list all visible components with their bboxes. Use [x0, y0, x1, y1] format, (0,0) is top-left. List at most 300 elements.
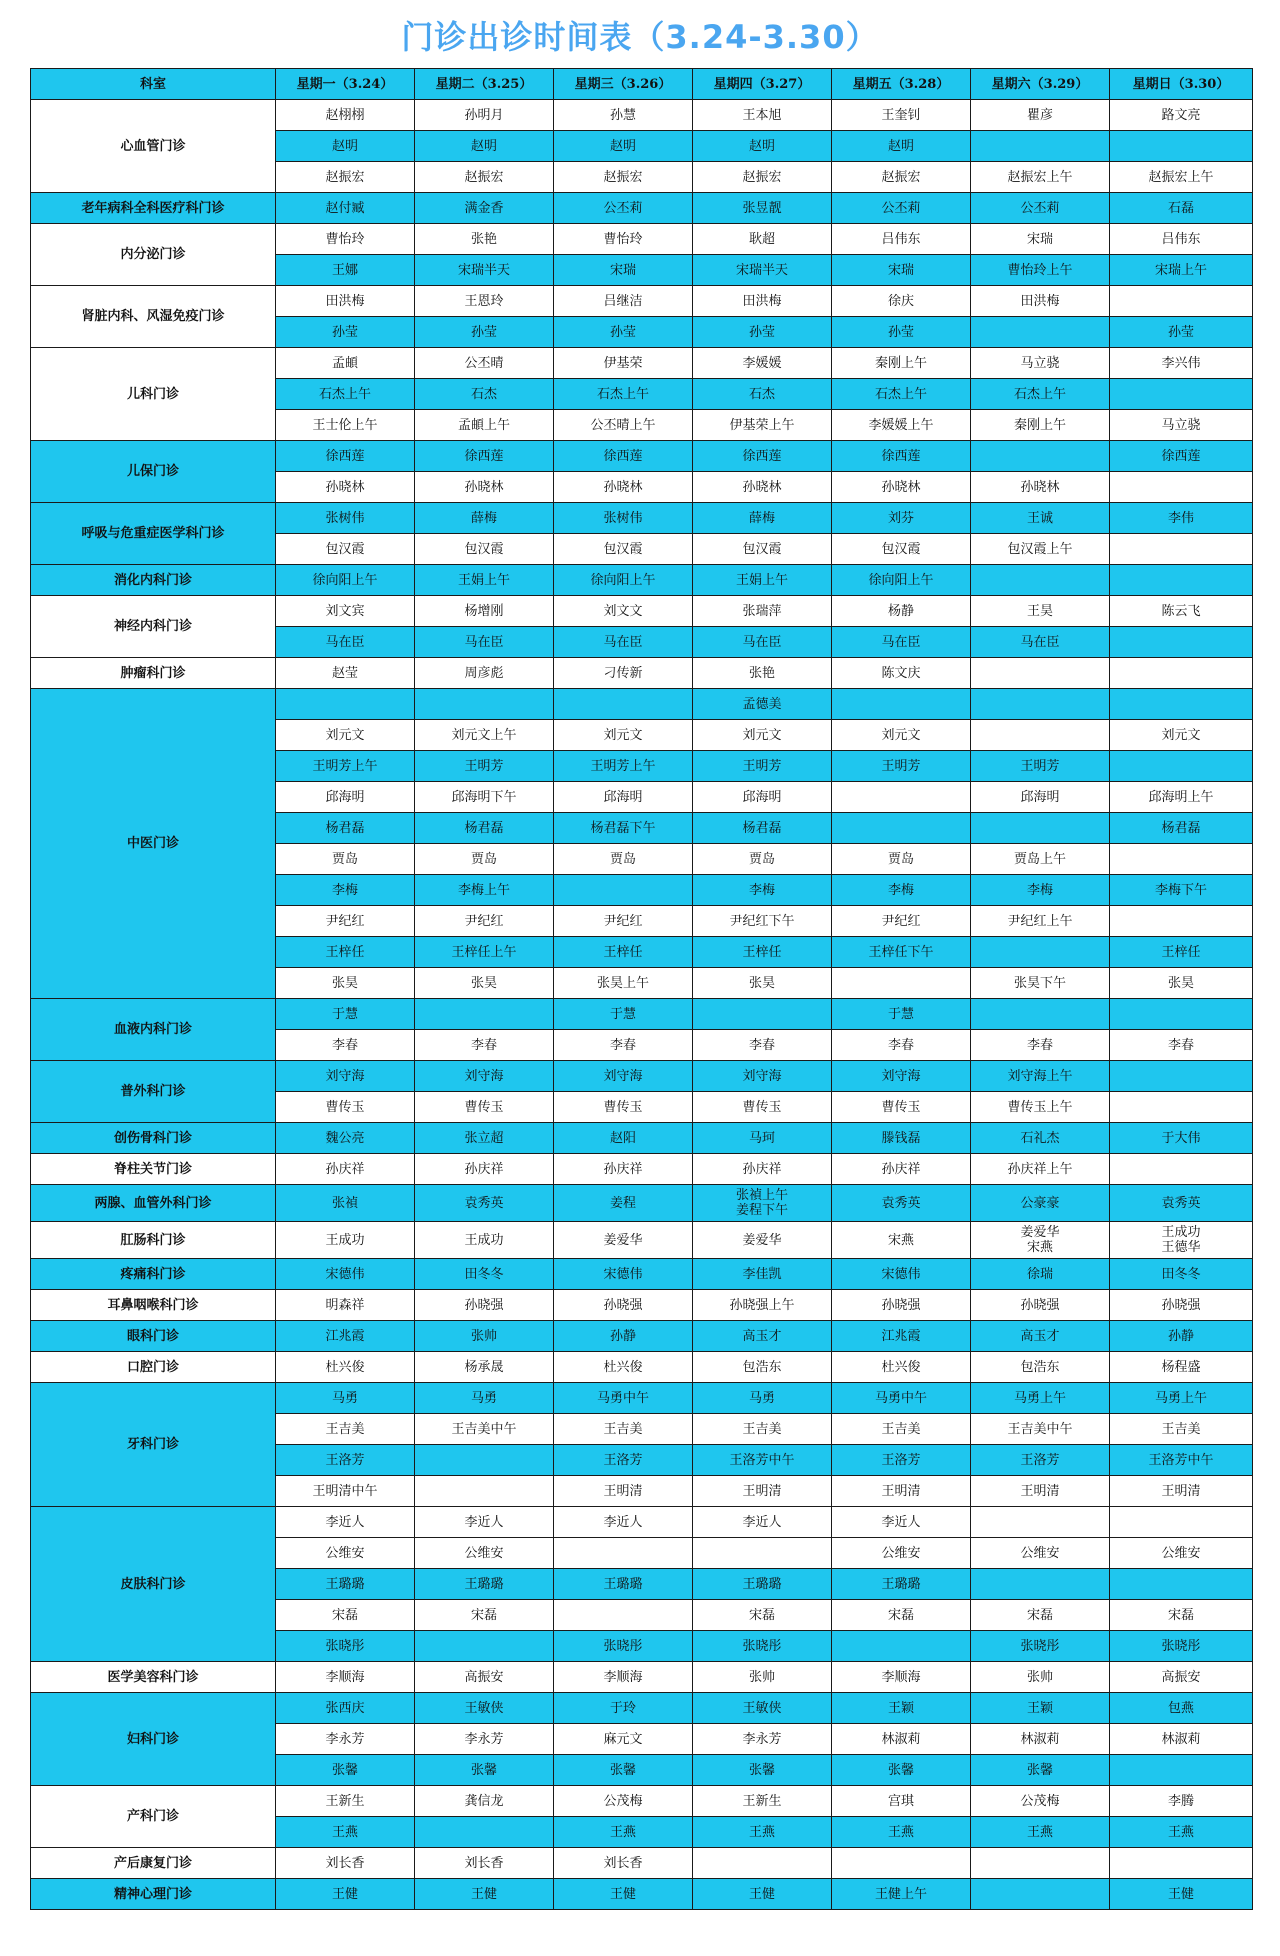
doctor-cell: 马立骁: [1110, 410, 1253, 441]
doctor-cell: 王燕: [1110, 1817, 1253, 1848]
doctor-cell: 徐向阳上午: [832, 565, 971, 596]
doctor-cell: 刘守海: [276, 1061, 415, 1092]
doctor-cell: 公维安: [971, 1538, 1110, 1569]
doctor-cell: [1110, 534, 1253, 565]
doctor-cell: 王璐璐: [693, 1569, 832, 1600]
doctor-cell: 曹怡玲上午: [971, 255, 1110, 286]
doctor-cell: 李佳凯: [693, 1259, 832, 1290]
header-day: 星期六（3.29）: [971, 69, 1110, 100]
doctor-cell: 吕伟东: [832, 224, 971, 255]
doctor-cell: 尹纪红: [276, 906, 415, 937]
doctor-cell: 王明芳: [415, 751, 554, 782]
doctor-cell: 王璐璐: [554, 1569, 693, 1600]
doctor-cell: 曹传玉: [276, 1092, 415, 1123]
doctor-cell: [415, 1476, 554, 1507]
doctor-cell: 刘守海: [554, 1061, 693, 1092]
doctor-cell: 王娟上午: [693, 565, 832, 596]
doctor-cell: [971, 658, 1110, 689]
department-name: 中医门诊: [31, 689, 276, 999]
doctor-cell: 马在臣: [971, 627, 1110, 658]
doctor-cell: 石杰: [415, 379, 554, 410]
doctor-cell: 孙莹: [554, 317, 693, 348]
doctor-cell: 李春: [415, 1030, 554, 1061]
doctor-cell: 孙明月: [415, 100, 554, 131]
table-row: [31, 1383, 1253, 1414]
doctor-cell: 王诚: [971, 503, 1110, 534]
doctor-cell: 张禎上午 姜程下午: [693, 1185, 832, 1222]
department-name: 妇科门诊: [31, 1693, 276, 1786]
doctor-cell: 王吉美中午: [415, 1414, 554, 1445]
doctor-cell: 包汉霞: [693, 534, 832, 565]
doctor-cell: 刘元文上午: [415, 720, 554, 751]
doctor-cell: 王梓任下午: [832, 937, 971, 968]
doctor-cell: 宋瑞半天: [415, 255, 554, 286]
doctor-cell: 包汉霞上午: [971, 534, 1110, 565]
doctor-cell: 孙庆祥: [693, 1154, 832, 1185]
doctor-cell: [415, 1445, 554, 1476]
department-name: 儿保门诊: [31, 441, 276, 503]
doctor-cell: 刘守海: [415, 1061, 554, 1092]
doctor-cell: 李春: [276, 1030, 415, 1061]
doctor-cell: 刘元文: [554, 720, 693, 751]
doctor-cell: 赵付臧: [276, 193, 415, 224]
doctor-cell: 杨君磊: [1110, 813, 1253, 844]
doctor-cell: 江兆霞: [832, 1321, 971, 1352]
doctor-cell: 孙晓强: [415, 1290, 554, 1321]
doctor-cell: 孙庆祥: [415, 1154, 554, 1185]
doctor-cell: 公豪豪: [971, 1185, 1110, 1222]
doctor-cell: [832, 689, 971, 720]
doctor-cell: [554, 1600, 693, 1631]
department-name: 内分泌门诊: [31, 224, 276, 286]
doctor-cell: 田洪梅: [276, 286, 415, 317]
doctor-cell: 公维安: [415, 1538, 554, 1569]
doctor-cell: 王士伦上午: [276, 410, 415, 441]
doctor-cell: 杨君磊: [276, 813, 415, 844]
doctor-cell: 公丕晴: [415, 348, 554, 379]
doctor-cell: 包浩东: [693, 1352, 832, 1383]
header-day: 星期四（3.27）: [693, 69, 832, 100]
doctor-cell: 贾岛: [693, 844, 832, 875]
doctor-cell: 孙晓林: [693, 472, 832, 503]
doctor-cell: 徐西莲: [276, 441, 415, 472]
doctor-cell: 孙晓强: [554, 1290, 693, 1321]
table-row: [31, 596, 1253, 627]
doctor-cell: 陈云飞: [1110, 596, 1253, 627]
doctor-cell: 曹传玉上午: [971, 1092, 1110, 1123]
doctor-cell: 公丕莉: [832, 193, 971, 224]
doctor-cell: 孟頔: [276, 348, 415, 379]
doctor-cell: 王燕: [832, 1817, 971, 1848]
doctor-cell: 公丕莉: [971, 193, 1110, 224]
doctor-cell: 吕伟东: [1110, 224, 1253, 255]
department-name: 牙科门诊: [31, 1383, 276, 1507]
doctor-cell: 赵振宏: [554, 162, 693, 193]
doctor-cell: 张晓彤: [554, 1631, 693, 1662]
doctor-cell: 徐向阳上午: [554, 565, 693, 596]
doctor-cell: 包汉霞: [832, 534, 971, 565]
department-name: 产后康复门诊: [31, 1848, 276, 1879]
doctor-cell: 王洛芳: [276, 1445, 415, 1476]
doctor-cell: 石杰: [693, 379, 832, 410]
doctor-cell: 石杰上午: [554, 379, 693, 410]
doctor-cell: 王梓任: [1110, 937, 1253, 968]
doctor-cell: 张昊: [415, 968, 554, 999]
department-name: 血液内科门诊: [31, 999, 276, 1061]
doctor-cell: 魏公亮: [276, 1123, 415, 1154]
doctor-cell: 刘长香: [276, 1848, 415, 1879]
doctor-cell: 杨君磊: [693, 813, 832, 844]
doctor-cell: [971, 720, 1110, 751]
doctor-cell: [554, 875, 693, 906]
doctor-cell: [1110, 906, 1253, 937]
doctor-cell: 王颖: [832, 1693, 971, 1724]
doctor-cell: 薛梅: [415, 503, 554, 534]
doctor-cell: 王洛芳: [554, 1445, 693, 1476]
doctor-cell: 王健: [554, 1879, 693, 1910]
doctor-cell: 王明清中午: [276, 1476, 415, 1507]
doctor-cell: [1110, 999, 1253, 1030]
doctor-cell: 孙晓林: [554, 472, 693, 503]
table-row: [31, 1321, 1253, 1352]
doctor-cell: [1110, 1507, 1253, 1538]
doctor-cell: 公丕莉: [554, 193, 693, 224]
doctor-cell: 李兴伟: [1110, 348, 1253, 379]
doctor-cell: 袁秀英: [1110, 1185, 1253, 1222]
doctor-cell: 李春: [1110, 1030, 1253, 1061]
doctor-cell: 田冬冬: [415, 1259, 554, 1290]
doctor-cell: 孙晓林: [415, 472, 554, 503]
doctor-cell: 孙庆祥上午: [971, 1154, 1110, 1185]
table-row: [31, 1185, 1253, 1222]
doctor-cell: [971, 813, 1110, 844]
department-name: 脊柱关节门诊: [31, 1154, 276, 1185]
doctor-cell: [971, 1507, 1110, 1538]
doctor-cell: 孙晓林: [832, 472, 971, 503]
doctor-cell: 马勇上午: [971, 1383, 1110, 1414]
doctor-cell: [1110, 1061, 1253, 1092]
table-row: [31, 1848, 1253, 1879]
doctor-cell: [1110, 565, 1253, 596]
header-day: 星期五（3.28）: [832, 69, 971, 100]
doctor-cell: 公茂梅: [554, 1786, 693, 1817]
doctor-cell: [693, 1848, 832, 1879]
doctor-cell: 贾岛: [415, 844, 554, 875]
doctor-cell: 孙莹: [832, 317, 971, 348]
doctor-cell: 宋瑞: [971, 224, 1110, 255]
doctor-cell: 伊基荣: [554, 348, 693, 379]
doctor-cell: 刘长香: [554, 1848, 693, 1879]
table-row: [31, 100, 1253, 131]
doctor-cell: [832, 813, 971, 844]
doctor-cell: 王洛芳: [832, 1445, 971, 1476]
doctor-cell: 刘芬: [832, 503, 971, 534]
doctor-cell: 李近人: [276, 1507, 415, 1538]
header-day: 星期二（3.25）: [415, 69, 554, 100]
doctor-cell: [971, 1848, 1110, 1879]
doctor-cell: 王吉美: [693, 1414, 832, 1445]
doctor-cell: 杜兴俊: [554, 1352, 693, 1383]
doctor-cell: 李近人: [693, 1507, 832, 1538]
doctor-cell: 张帅: [971, 1662, 1110, 1693]
doctor-cell: 杨静: [832, 596, 971, 627]
header-row: [31, 69, 1253, 100]
doctor-cell: 姜爱华 宋燕: [971, 1222, 1110, 1259]
doctor-cell: 孙庆祥: [832, 1154, 971, 1185]
doctor-cell: 王燕: [554, 1817, 693, 1848]
table-row: [31, 999, 1253, 1030]
doctor-cell: 王梓任上午: [415, 937, 554, 968]
doctor-cell: 王健: [276, 1879, 415, 1910]
doctor-cell: 贾岛: [554, 844, 693, 875]
doctor-cell: 张瑞萍: [693, 596, 832, 627]
doctor-cell: 张馨: [693, 1755, 832, 1786]
doctor-cell: 宋德伟: [554, 1259, 693, 1290]
doctor-cell: 高玉才: [693, 1321, 832, 1352]
doctor-cell: 王敏侠: [415, 1693, 554, 1724]
doctor-cell: 尹纪红下午: [693, 906, 832, 937]
department-name: 医学美容科门诊: [31, 1662, 276, 1693]
doctor-cell: [415, 1817, 554, 1848]
doctor-cell: 尹纪红: [415, 906, 554, 937]
doctor-cell: 王明芳: [693, 751, 832, 782]
doctor-cell: 马在臣: [693, 627, 832, 658]
doctor-cell: 孙晓林: [971, 472, 1110, 503]
doctor-cell: 李媛媛: [693, 348, 832, 379]
doctor-cell: 曹传玉: [832, 1092, 971, 1123]
doctor-cell: 王明芳上午: [554, 751, 693, 782]
doctor-cell: [832, 782, 971, 813]
doctor-cell: 王颖: [971, 1693, 1110, 1724]
doctor-cell: 李梅: [971, 875, 1110, 906]
doctor-cell: 王成功 王德华: [1110, 1222, 1253, 1259]
doctor-cell: 孙静: [1110, 1321, 1253, 1352]
doctor-cell: 林淑莉: [1110, 1724, 1253, 1755]
doctor-cell: 李近人: [832, 1507, 971, 1538]
doctor-cell: [693, 999, 832, 1030]
doctor-cell: 赵振宏上午: [971, 162, 1110, 193]
doctor-cell: 邱海明: [693, 782, 832, 813]
doctor-cell: 李梅: [276, 875, 415, 906]
doctor-cell: 张昱靓: [693, 193, 832, 224]
doctor-cell: 宋瑞上午: [1110, 255, 1253, 286]
table-row: [31, 1879, 1253, 1910]
doctor-cell: [971, 441, 1110, 472]
doctor-cell: [971, 131, 1110, 162]
doctor-cell: 李永芳: [276, 1724, 415, 1755]
doctor-cell: 袁秀英: [832, 1185, 971, 1222]
doctor-cell: 李顺海: [276, 1662, 415, 1693]
doctor-cell: 尹纪红上午: [971, 906, 1110, 937]
doctor-cell: 高玉才: [971, 1321, 1110, 1352]
doctor-cell: 王吉美: [276, 1414, 415, 1445]
doctor-cell: 李春: [693, 1030, 832, 1061]
doctor-cell: 张馨: [971, 1755, 1110, 1786]
doctor-cell: 孙晓强: [832, 1290, 971, 1321]
doctor-cell: [415, 1631, 554, 1662]
table-row: [31, 1123, 1253, 1154]
schedule-table: [30, 68, 1253, 1910]
doctor-cell: 孙莹: [276, 317, 415, 348]
doctor-cell: 张昊: [276, 968, 415, 999]
doctor-cell: 张晓彤: [971, 1631, 1110, 1662]
doctor-cell: 秦刚上午: [832, 348, 971, 379]
doctor-cell: [832, 1848, 971, 1879]
doctor-cell: 赵明: [276, 131, 415, 162]
table-row: [31, 1352, 1253, 1383]
doctor-cell: 刘守海上午: [971, 1061, 1110, 1092]
doctor-cell: 王璐璐: [415, 1569, 554, 1600]
doctor-cell: 张帅: [415, 1321, 554, 1352]
doctor-cell: 张树伟: [554, 503, 693, 534]
doctor-cell: 王吉美中午: [971, 1414, 1110, 1445]
doctor-cell: [1110, 131, 1253, 162]
doctor-cell: 孟德美: [693, 689, 832, 720]
doctor-cell: 石磊: [1110, 193, 1253, 224]
department-name: 创伤骨科门诊: [31, 1123, 276, 1154]
doctor-cell: [1110, 689, 1253, 720]
table-row: [31, 1222, 1253, 1259]
doctor-cell: 孙晓强: [971, 1290, 1110, 1321]
doctor-cell: 徐西莲: [554, 441, 693, 472]
doctor-cell: 赵明: [693, 131, 832, 162]
doctor-cell: 孙庆祥: [554, 1154, 693, 1185]
doctor-cell: 石礼杰: [971, 1123, 1110, 1154]
doctor-cell: 王梓任: [554, 937, 693, 968]
doctor-cell: 孟頔上午: [415, 410, 554, 441]
doctor-cell: 于慧: [276, 999, 415, 1030]
table-row: [31, 503, 1253, 534]
doctor-cell: 王明清: [971, 1476, 1110, 1507]
department-name: 口腔门诊: [31, 1352, 276, 1383]
doctor-cell: 包燕: [1110, 1693, 1253, 1724]
doctor-cell: 徐西莲: [1110, 441, 1253, 472]
department-name: 心血管门诊: [31, 100, 276, 193]
table-row: [31, 1693, 1253, 1724]
doctor-cell: 马勇: [276, 1383, 415, 1414]
doctor-cell: [415, 999, 554, 1030]
doctor-cell: 赵栩栩: [276, 100, 415, 131]
doctor-cell: 王燕: [276, 1817, 415, 1848]
doctor-cell: [1110, 658, 1253, 689]
department-name: 肛肠科门诊: [31, 1222, 276, 1259]
doctor-cell: [415, 689, 554, 720]
doctor-cell: 张艳: [693, 658, 832, 689]
doctor-cell: [971, 1569, 1110, 1600]
doctor-cell: 张馨: [554, 1755, 693, 1786]
doctor-cell: 曹怡玲: [276, 224, 415, 255]
doctor-cell: 孙莹: [693, 317, 832, 348]
doctor-cell: 马在臣: [276, 627, 415, 658]
doctor-cell: 李媛媛上午: [832, 410, 971, 441]
doctor-cell: 尹纪红: [554, 906, 693, 937]
doctor-cell: 李近人: [554, 1507, 693, 1538]
doctor-cell: [971, 937, 1110, 968]
page-title: 门诊出诊时间表（3.24-3.30）: [401, 18, 879, 56]
doctor-cell: [1110, 286, 1253, 317]
doctor-cell: 滕钱磊: [832, 1123, 971, 1154]
department-name: 肿瘤科门诊: [31, 658, 276, 689]
doctor-cell: 宋磊: [276, 1600, 415, 1631]
doctor-cell: 伊基荣上午: [693, 410, 832, 441]
doctor-cell: 马在臣: [554, 627, 693, 658]
doctor-cell: 张昊: [693, 968, 832, 999]
doctor-cell: 宋瑞: [832, 255, 971, 286]
doctor-cell: 李永芳: [693, 1724, 832, 1755]
table-row: [31, 689, 1253, 720]
doctor-cell: 石杰上午: [832, 379, 971, 410]
doctor-cell: 李顺海: [832, 1662, 971, 1693]
doctor-cell: 张晓彤: [276, 1631, 415, 1662]
doctor-cell: [971, 999, 1110, 1030]
schedule-body: [31, 69, 1253, 1910]
doctor-cell: 王健: [415, 1879, 554, 1910]
doctor-cell: 包汉霞: [415, 534, 554, 565]
doctor-cell: 陈文庆: [832, 658, 971, 689]
doctor-cell: 宋磊: [1110, 1600, 1253, 1631]
doctor-cell: 瞿彦: [971, 100, 1110, 131]
doctor-cell: [1110, 379, 1253, 410]
doctor-cell: 徐西莲: [832, 441, 971, 472]
doctor-cell: 宋瑞: [554, 255, 693, 286]
doctor-cell: 王健: [693, 1879, 832, 1910]
doctor-cell: 张帅: [693, 1662, 832, 1693]
doctor-cell: [1110, 1154, 1253, 1185]
doctor-cell: 马勇上午: [1110, 1383, 1253, 1414]
doctor-cell: 包汉霞: [554, 534, 693, 565]
doctor-cell: 公维安: [276, 1538, 415, 1569]
doctor-cell: 姜程: [554, 1185, 693, 1222]
doctor-cell: [276, 689, 415, 720]
doctor-cell: 徐瑞: [971, 1259, 1110, 1290]
table-row: [31, 1259, 1253, 1290]
doctor-cell: 宋磊: [971, 1600, 1110, 1631]
doctor-cell: 王成功: [276, 1222, 415, 1259]
doctor-cell: 曹传玉: [693, 1092, 832, 1123]
doctor-cell: 徐西莲: [415, 441, 554, 472]
doctor-cell: 王洛芳中午: [1110, 1445, 1253, 1476]
doctor-cell: 王健上午: [832, 1879, 971, 1910]
doctor-cell: 薛梅: [693, 503, 832, 534]
doctor-cell: 王梓任: [276, 937, 415, 968]
doctor-cell: 王明芳: [832, 751, 971, 782]
department-name: 消化内科门诊: [31, 565, 276, 596]
doctor-cell: 龚信龙: [415, 1786, 554, 1817]
doctor-cell: 王新生: [276, 1786, 415, 1817]
doctor-cell: 孙晓林: [276, 472, 415, 503]
doctor-cell: 明森祥: [276, 1290, 415, 1321]
doctor-cell: 徐西莲: [693, 441, 832, 472]
doctor-cell: 赵振宏: [415, 162, 554, 193]
doctor-cell: 王璐璐: [276, 1569, 415, 1600]
doctor-cell: 宫琪: [832, 1786, 971, 1817]
doctor-cell: 于玲: [554, 1693, 693, 1724]
doctor-cell: 李春: [832, 1030, 971, 1061]
doctor-cell: 马在臣: [832, 627, 971, 658]
doctor-cell: 刘元文: [693, 720, 832, 751]
doctor-cell: [832, 968, 971, 999]
doctor-cell: 刘元文: [276, 720, 415, 751]
doctor-cell: 公丕晴上午: [554, 410, 693, 441]
doctor-cell: 刘元文: [832, 720, 971, 751]
doctor-cell: 姜爱华: [554, 1222, 693, 1259]
table-row: [31, 1154, 1253, 1185]
doctor-cell: 赵振宏: [276, 162, 415, 193]
doctor-cell: 耿超: [693, 224, 832, 255]
doctor-cell: 高振安: [415, 1662, 554, 1693]
department-name: 眼科门诊: [31, 1321, 276, 1352]
department-name: 耳鼻咽喉科门诊: [31, 1290, 276, 1321]
